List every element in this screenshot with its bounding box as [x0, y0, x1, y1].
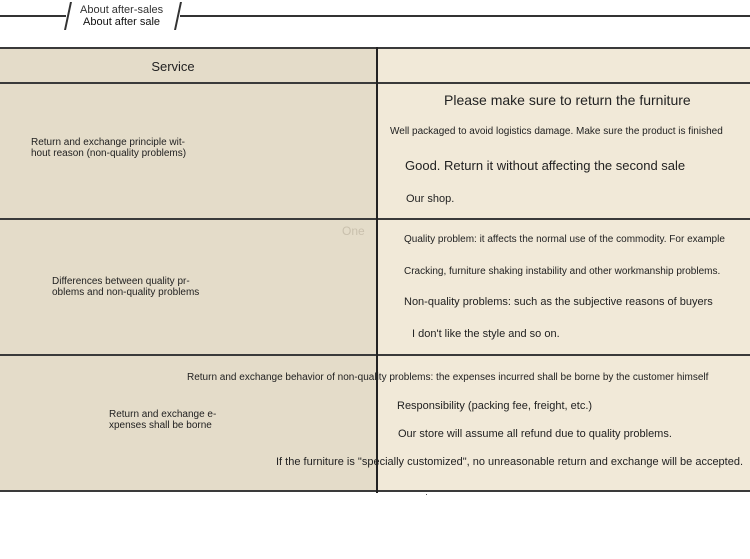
table-column-divider	[376, 47, 378, 493]
table-row-content-cell	[378, 219, 750, 354]
table-rule	[0, 490, 750, 492]
row-text-line: Non-quality problems: such as the subjective reasons of buyers	[404, 296, 713, 308]
row-text-line: Well packaged to avoid logistics damage. Make sure the product is finished	[390, 126, 723, 137]
row-text-line: Cracking, furniture shaking instability and other workmanship problems.	[404, 266, 721, 277]
table-header-left-cell	[0, 47, 376, 82]
row-label-line: Return and exchange principle wit-	[31, 137, 185, 148]
row-text-line: Quality problem: it affects the normal use of the commodity. For example	[404, 234, 725, 245]
table-row-label-cell	[0, 219, 376, 354]
row-text-line-wide: Return and exchange behavior of non-quality problems: the expenses incurred shall be borne by the customer himself	[187, 372, 709, 383]
header-rule-left	[0, 15, 66, 17]
row-text-line: Good. Return it without affecting the second sale	[405, 158, 686, 173]
row-text-line-wide: If the furniture is "specially customized", no unreasonable return and exchange will be accepted.	[276, 456, 744, 468]
row-text-line: Our shop.	[406, 193, 455, 205]
row-text-line: Our store will assume all refund due to quality problems.	[398, 428, 672, 440]
table-row-label-cell	[0, 83, 376, 218]
row-label	[109, 409, 216, 431]
row-label-line: Return and exchange e-	[109, 409, 217, 420]
stray-dot	[426, 494, 427, 495]
watermark-text: One	[342, 224, 365, 238]
section-header	[0, 0, 750, 34]
row-label-line: xpenses shall be borne	[109, 420, 212, 431]
row-label-line: Differences between quality pr-	[52, 276, 190, 287]
header-subtitle: About after sale	[83, 16, 161, 28]
row-label-line: hout reason (non-quality problems)	[31, 148, 187, 159]
table-rule	[0, 47, 750, 49]
table-row-content-cell	[378, 83, 750, 218]
row-text-line: I don't like the style and so on.	[412, 328, 560, 340]
table-rule	[0, 82, 750, 84]
table-rule	[0, 354, 750, 356]
row-text-line: Responsibility (packing fee, freight, etc.)	[397, 400, 593, 412]
header-title: About after-sales	[80, 4, 164, 16]
after-sales-table	[0, 47, 750, 491]
table-header-service: Service	[151, 59, 195, 74]
row-label	[31, 137, 186, 159]
row-text-line: Please make sure to return the furniture	[444, 92, 691, 108]
header-rule-right	[180, 15, 750, 17]
row-label-line: oblems and non-quality problems	[52, 287, 200, 298]
table-rule	[0, 218, 750, 220]
row-label	[52, 276, 199, 298]
table-header-right-cell	[378, 47, 750, 82]
